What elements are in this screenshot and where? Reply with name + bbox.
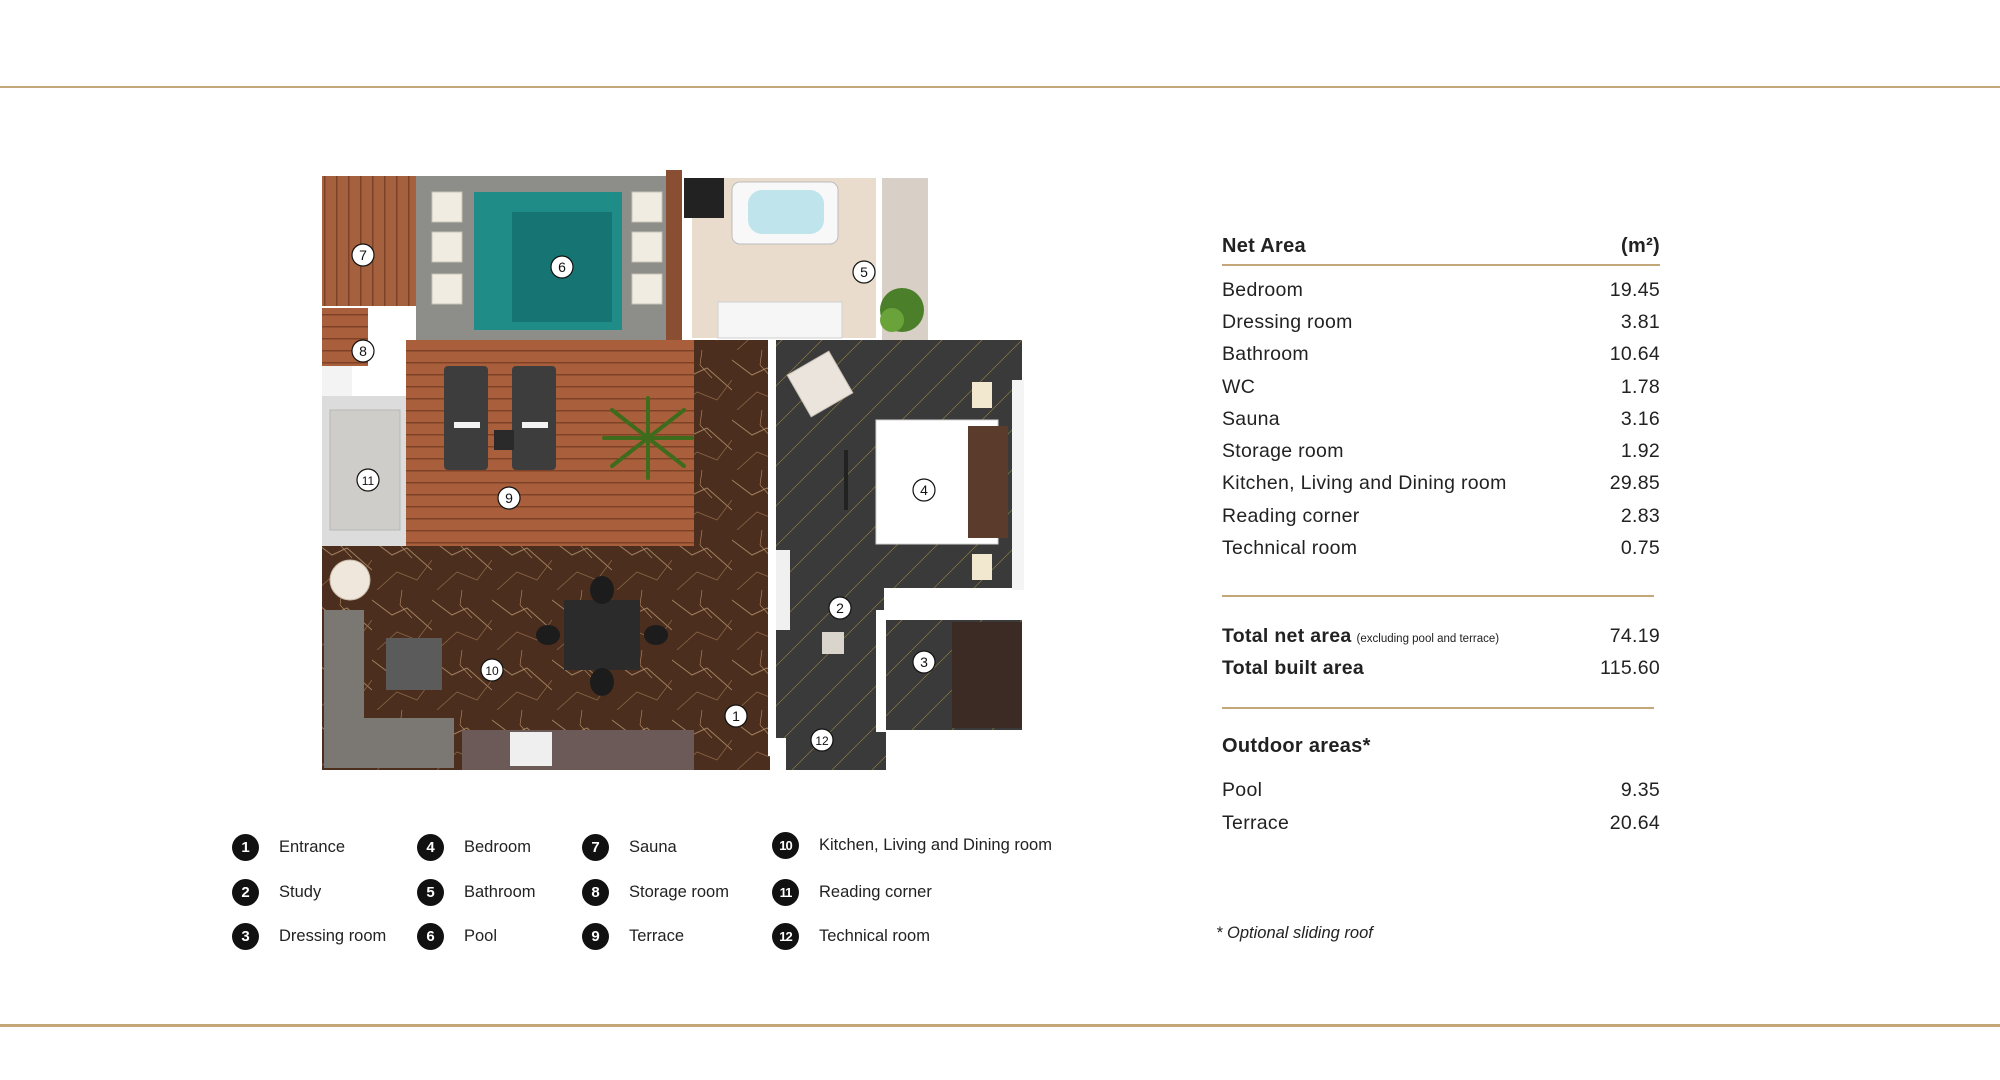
table-row xyxy=(1222,371,1660,403)
legend-item-storage-room xyxy=(582,877,729,907)
legend-item-entrance xyxy=(232,832,345,862)
floor-plan xyxy=(312,170,1030,770)
legend-item-sauna xyxy=(582,832,677,862)
row-value: 29.85 xyxy=(1609,472,1660,495)
room-marker-10 xyxy=(481,659,503,681)
legend-item-study xyxy=(232,877,321,907)
footnote: * Optional sliding roof xyxy=(1216,924,1373,942)
row-label: Storage room xyxy=(1222,440,1344,463)
legend-number: 2 xyxy=(232,879,259,906)
legend-number: 12 xyxy=(772,923,799,950)
row-value: 1.78 xyxy=(1620,375,1660,398)
legend-label: Reading corner xyxy=(819,882,932,901)
legend-number: 5 xyxy=(417,879,444,906)
top-gold-rule xyxy=(0,86,2000,88)
total-built-value: 115.60 xyxy=(1600,657,1660,680)
table-row xyxy=(1222,306,1660,338)
legend-label: Dressing room xyxy=(279,926,387,945)
room-marker-2 xyxy=(829,597,851,619)
svg-text:9: 9 xyxy=(505,490,513,506)
legend-item-kitchen-living xyxy=(772,830,1052,860)
sauna-area xyxy=(322,176,426,306)
legend-label: Terrace xyxy=(629,926,685,945)
legend-number: 8 xyxy=(582,879,609,906)
row-label: Kitchen, Living and Dining room xyxy=(1222,472,1507,495)
area-table xyxy=(1222,224,1660,839)
legend-number: 11 xyxy=(772,879,799,906)
room-marker-1 xyxy=(725,705,747,727)
row-label: Terrace xyxy=(1222,811,1290,834)
table-row xyxy=(1222,435,1660,467)
table-row xyxy=(1222,775,1660,807)
row-value: 10.64 xyxy=(1609,343,1660,366)
legend-number: 7 xyxy=(582,834,609,861)
room-marker-7 xyxy=(352,244,374,266)
row-value: 3.81 xyxy=(1620,310,1660,333)
legend-item-bathroom xyxy=(417,877,536,907)
svg-text:11: 11 xyxy=(361,474,375,488)
room-marker-3 xyxy=(913,651,935,673)
row-value: 20.64 xyxy=(1609,811,1660,834)
row-label: Dressing room xyxy=(1222,310,1353,333)
row-label: Bathroom xyxy=(1222,343,1309,366)
legend-item-pool xyxy=(417,921,497,951)
table-row xyxy=(1222,339,1660,371)
row-value: 2.83 xyxy=(1620,504,1660,527)
legend-number: 3 xyxy=(232,923,259,950)
outdoor-areas-heading xyxy=(1222,727,1660,767)
room-marker-5 xyxy=(853,261,875,283)
row-value: 19.45 xyxy=(1609,278,1660,301)
legend-label: Study xyxy=(279,882,322,901)
svg-text:6: 6 xyxy=(558,259,566,275)
total-net-label: Total net area xyxy=(1222,625,1352,648)
room-marker-6 xyxy=(551,256,573,278)
svg-text:4: 4 xyxy=(920,482,928,498)
legend-label: Bathroom xyxy=(464,882,536,901)
legend-label: Pool xyxy=(464,926,498,945)
room-legend xyxy=(232,830,1112,960)
row-label: Reading corner xyxy=(1222,504,1360,527)
room-marker-9 xyxy=(498,487,520,509)
row-label: Sauna xyxy=(1222,407,1280,430)
total-net-value: 74.19 xyxy=(1609,625,1660,648)
legend-item-bedroom xyxy=(417,832,531,862)
table-row xyxy=(1222,274,1660,306)
legend-item-reading-corner xyxy=(772,877,932,907)
legend-item-dressing-room xyxy=(232,921,386,951)
row-label: WC xyxy=(1222,375,1256,398)
legend-item-terrace xyxy=(582,921,684,951)
room-marker-4 xyxy=(913,479,935,501)
legend-item-technical-room xyxy=(772,921,930,951)
legend-number: 1 xyxy=(232,834,259,861)
legend-number: 6 xyxy=(417,923,444,950)
legend-label: Bedroom xyxy=(464,837,531,856)
row-value: 0.75 xyxy=(1620,537,1660,560)
row-value: 3.16 xyxy=(1620,407,1660,430)
svg-text:3: 3 xyxy=(920,654,928,670)
svg-text:1: 1 xyxy=(732,708,740,724)
row-value: 1.92 xyxy=(1620,440,1660,463)
total-built-label: Total built area xyxy=(1222,657,1365,680)
svg-text:12: 12 xyxy=(815,734,829,748)
room-marker-12 xyxy=(811,729,833,751)
row-label: Bedroom xyxy=(1222,278,1304,301)
svg-text:7: 7 xyxy=(359,247,367,263)
legend-label: Storage room xyxy=(629,882,729,901)
net-area-header xyxy=(1222,224,1660,266)
outdoor-heading: Outdoor areas* xyxy=(1222,735,1371,758)
legend-label: Kitchen, Living and Dining room xyxy=(819,835,1052,854)
table-row xyxy=(1222,807,1660,839)
table-row xyxy=(1222,532,1660,564)
unit-label: (m²) xyxy=(1621,235,1660,257)
room-marker-8 xyxy=(352,340,374,362)
row-label: Technical room xyxy=(1222,537,1358,560)
table-row xyxy=(1222,500,1660,532)
bottom-gold-rule xyxy=(0,1024,2000,1027)
net-area-heading: Net Area xyxy=(1222,235,1306,257)
total-net-note: (excluding pool and terrace) xyxy=(1356,633,1500,646)
table-row xyxy=(1222,403,1660,435)
legend-number: 9 xyxy=(582,923,609,950)
total-built-area-row xyxy=(1222,653,1660,685)
svg-text:5: 5 xyxy=(860,264,868,280)
svg-text:10: 10 xyxy=(485,664,499,678)
technical-area xyxy=(786,732,886,770)
room-marker-11 xyxy=(357,469,379,491)
row-label: Pool xyxy=(1222,779,1263,802)
svg-text:2: 2 xyxy=(836,600,844,616)
legend-label: Sauna xyxy=(629,837,677,856)
legend-number: 10 xyxy=(772,832,799,859)
legend-label: Entrance xyxy=(279,837,346,856)
legend-label: Technical room xyxy=(819,926,930,945)
svg-text:8: 8 xyxy=(359,343,367,359)
row-value: 9.35 xyxy=(1620,779,1660,802)
total-net-area-row xyxy=(1222,621,1660,653)
legend-number: 4 xyxy=(417,834,444,861)
table-row xyxy=(1222,468,1660,500)
